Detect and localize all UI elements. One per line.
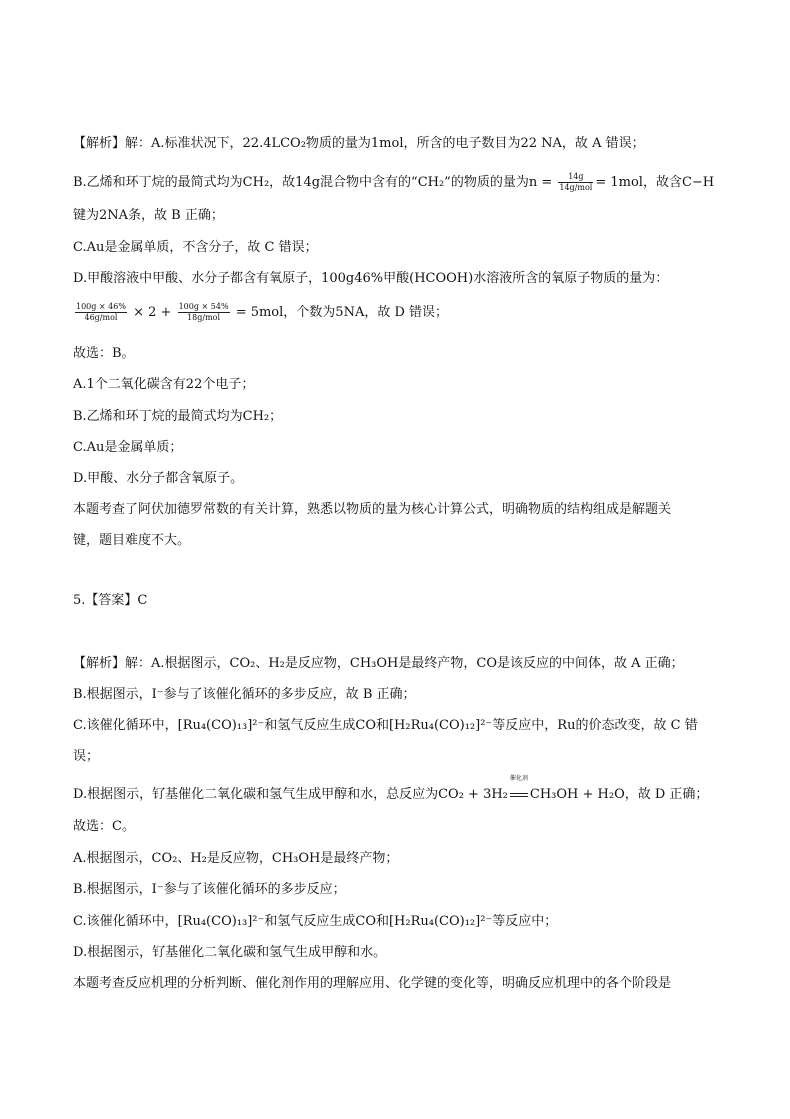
q4-d-tail: = 5mol，个数为5NA，故 D 错误；: [235, 305, 449, 320]
q4-d-mid: × 2 +: [133, 305, 172, 320]
q4-summary-line2: 键，题目难度不大。: [73, 533, 191, 548]
q4-b-text: B.乙烯和环丁烷的最简式均为CH₂，故14g混合物中含有的“CH₂”的物质的量为n =: [73, 175, 557, 190]
q5-answer: 5.【答案】C: [73, 593, 148, 608]
q4-b-frac-den: 14g/mol: [559, 183, 593, 192]
q4-point-a: A.1个二氧化碳含有22个电子；: [73, 377, 255, 392]
q5-analysis-c-line1: C.该催化循环中，[Ru₄(CO)₁₃]²⁻和氢气反应生成CO和[H₂Ru₄(CO)₁₂]²⁻等反应中，Ru的价态改变，故 C 错: [73, 718, 698, 733]
q5-analysis-d-line: [73, 775, 724, 804]
q5-point-c: C.该催化循环中，[Ru₄(CO)₁₃]²⁻和氢气反应生成CO和[H₂Ru₄(CO)₁₂]²⁻等反应中；: [73, 914, 558, 929]
q5-analysis-a: 【解析】解：A.根据图示，CO₂、H₂是反应物，CH₃OH是最终产物，CO是该反应的中间体，故 A 正确；: [73, 656, 684, 671]
q4-d-frac1-num: 100g × 46%: [76, 302, 126, 311]
q4-b-text-tail: = 1mol，故含C−H: [595, 175, 715, 190]
q5-point-a: A.根据图示，CO₂、H₂是反应物，CH₃OH是最终产物；: [73, 851, 399, 866]
q4-b-fraction: [558, 172, 593, 193]
q4-d-fraction-2: [178, 302, 230, 323]
q4-option-d-formula: [73, 302, 724, 323]
q5-summary-line1: 本题考查反应机理的分析判断、催化剂作用的理解应用、化学键的变化等，明确反应机理中的各个阶段是: [73, 976, 672, 991]
q5-point-b: B.根据图示，I⁻参与了该催化循环的多步反应；: [73, 882, 346, 897]
q4-d-frac2-num: 100g × 54%: [178, 302, 229, 311]
q5-analysis-b: B.根据图示，I⁻参与了该催化循环的多步反应，故 B 正确；: [73, 687, 416, 702]
q4-option-b-line: [73, 172, 724, 193]
q5-point-d: D.根据图示，钌基催化二氧化碳和氢气生成甲醇和水。: [73, 945, 387, 960]
q4-d-frac2-den: 18g/mol: [187, 313, 221, 322]
q5-d-text: D.根据图示，钌基催化二氧化碳和氢气生成甲醇和水，总反应为CO₂ + 3H₂: [73, 787, 508, 802]
q5-analysis-c-line2: 误；: [73, 749, 100, 764]
q4-point-d: D.甲酸、水分子都含氧原子。: [73, 471, 244, 486]
q4-option-d-line: D.甲酸溶液中甲酸、水分子都含有氧原子，100g46%甲酸(HCOOH)水溶液所含的氧原子物质的量为：: [73, 271, 669, 286]
q4-option-b-line2: 键为2NA条，故 B 正确；: [73, 208, 224, 223]
q5-d-catalyst-label: 催化剂: [509, 775, 528, 782]
q5-d-text-tail: CH₃OH + H₂O，故 D 正确；: [529, 787, 709, 802]
q4-option-c-line: C.Au是金属单质，不含分子，故 C 错误；: [73, 240, 318, 255]
q4-choice: 故选：B。: [73, 346, 135, 361]
q4-analysis-line: 【解析】解：A.标准状况下，22.4LCO₂物质的量为1mol，所含的电子数目为22 NA，故 A 错误；: [73, 136, 645, 151]
q4-point-c: C.Au是金属单质；: [73, 440, 183, 455]
q4-d-fraction-1: [75, 302, 127, 323]
q4-d-frac1-den: 46g/mol: [84, 313, 118, 322]
q4-summary-line1: 本题考查了阿伏加德罗常数的有关计算，熟悉以物质的量为核心计算公式，明确物质的结构组成是解题关: [73, 502, 672, 517]
q4-point-b: B.乙烯和环丁烷的最简式均为CH₂；: [73, 409, 283, 424]
q5-d-catalyst-arrow: [508, 775, 530, 804]
q5-choice: 故选：C。: [73, 819, 135, 834]
q4-b-frac-num: 14g: [558, 172, 593, 183]
